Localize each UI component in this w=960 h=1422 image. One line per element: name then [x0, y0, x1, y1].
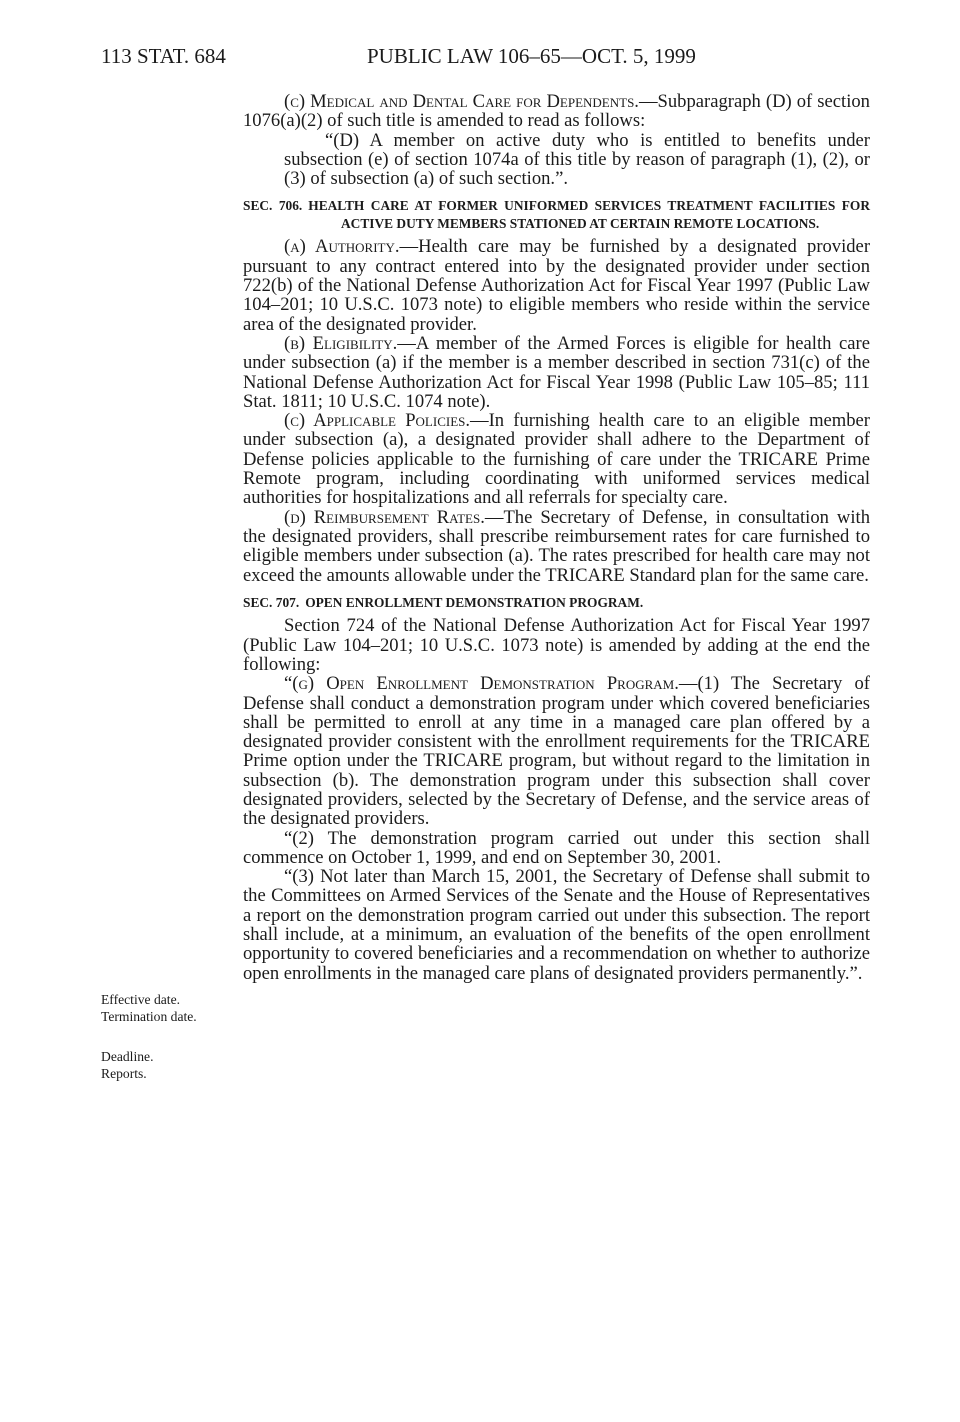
- section-707-paragraph-2: “(2) The demonstration program carried out under this section shall commence on October 1, 1999, and end on September 30, 2001.: [243, 827, 870, 868]
- public-law-citation: PUBLIC LAW 106–65—OCT. 5, 1999: [367, 44, 696, 68]
- subsection-a-label: (a) Authority.: [284, 236, 400, 258]
- subsection-d-text: —The Secretary of Defense, in consultation with the designated providers, shall prescribe reimbursement rates for care furnished to eligible members under subsection (a). The rates prescribed for health care may not exceed the amounts allowable under the TRICARE Standard plan for the same care.: [243, 506, 870, 586]
- section-707-paragraph-3: “(3) Not later than March 15, 2001, the Secretary of Defense shall submit to the Committees on Armed Services of the Senate and the House of Representatives a report on the demonstration program carried out under this subsection. The report shall include, at a minimum, an evaluation of the benefits of the open enrollment opportunity to covered beneficiaries and a recommendation on whether to authorize open enrollments in the managed care plans of designated providers permanently.”.: [243, 866, 870, 984]
- quoted-subparagraph-d: “(D) A member on active duty who is entitled to benefits under subsection (e) of section 1074a of this title by reason of paragraph (1), (2), or (3) of subsection (a) of such section.”.: [284, 129, 870, 190]
- section-707-heading: [243, 594, 870, 612]
- subsection-d-label: (d) Reimbursement Rates.: [284, 506, 485, 528]
- section-707-number: SEC. 707.: [243, 594, 300, 610]
- section-706-subsection-d: [243, 508, 870, 585]
- paragraph-c-dependents: [243, 92, 870, 131]
- subsection-b-text: —A member of the Armed Forces is eligible for health care under subsection (a) if the member is a member described in section 731(c) of the National Defense Authorization Act for Fiscal Year 1998 (Public Law 105–85; 111 Stat. 1811; 10 U.S.C. 1074 note).: [243, 332, 871, 412]
- subsection-c-label: (c) Applicable Policies.: [284, 410, 471, 432]
- subsection-b-label: (b) Eligibility.: [284, 332, 398, 354]
- section-707-intro: Section 724 of the National Defense Authorization Act for Fiscal Year 1997 (Public Law 104–201; 10 U.S.C. 1073 note) is amended by adding at the end the following:: [243, 615, 870, 675]
- section-706-subsection-c: [243, 411, 870, 507]
- margin-note-dates: [101, 991, 226, 1025]
- subsection-c-text: —In furnishing health care to an eligible member under subsection (a), a designated provider shall adhere to the Department of Defense policies applicable to the furnishing of care under the TRICARE Prime Remote program, including coordinating with uniformed services medical authorities for hospitalizations and all referrals for specialty care.: [243, 410, 870, 509]
- margin-note-termination-date: Termination date.: [101, 1009, 197, 1024]
- margin-note-reports: Reports.: [101, 1066, 147, 1081]
- subsection-g-text: —(1) The Secretary of Defense shall conduct a demonstration program under which covered beneficiaries shall be permitted to enroll at any time in a managed care plan offered by a designated provider consistent with the enrollment requirements for the TRICARE Prime option under the TRICARE program, but without regard to the limitation in subsection (b). The demonstration program under this subsection shall cover designated providers, selected by the Secretary of Defense, and the service areas of the designated providers.: [243, 673, 870, 830]
- subsection-a-text: —Health care may be furnished by a designated provider pursuant to any contract entered into by the designated provider under section 722(b) of the National Defense Authorization Act for Fiscal Year 1997 (Public Law 104–201; 10 U.S.C. 1073 note) to eligible members who reside within the service area of the designated provider.: [243, 236, 871, 335]
- subsection-g-label: “(g) Open Enrollment Demonstration Program.: [284, 673, 679, 695]
- paragraph-c-dependents-text: —Subparagraph (D) of section 1076(a)(2) of such title is amended to read as follows:: [243, 91, 870, 132]
- statute-page-number: 113 STAT. 684: [101, 44, 226, 68]
- section-706-heading: [243, 197, 870, 232]
- section-707-subsection-g: [243, 674, 870, 828]
- page-header: [101, 44, 871, 74]
- section-706-number: SEC. 706.: [243, 198, 303, 214]
- margin-note-deadline-label: Deadline.: [101, 1049, 154, 1064]
- section-706-title: HEALTH CARE AT FORMER UNIFORMED SERVICES TREATMENT FACILITIES FOR ACTIVE DUTY MEMBERS STATIONED AT CERTAIN REMOTE LOCATIONS.: [308, 198, 870, 231]
- paragraph-c-dependents-label: (c) Medical and Dental Care for Dependents.: [284, 91, 639, 112]
- section-707-title: OPEN ENROLLMENT DEMONSTRATION PROGRAM.: [305, 594, 644, 610]
- section-706-subsection-a: [243, 237, 870, 333]
- margin-note-effective-date: Effective date.: [101, 992, 181, 1007]
- document-body: [243, 92, 870, 983]
- section-706-subsection-b: [243, 334, 870, 411]
- margin-note-deadline: [101, 1048, 226, 1082]
